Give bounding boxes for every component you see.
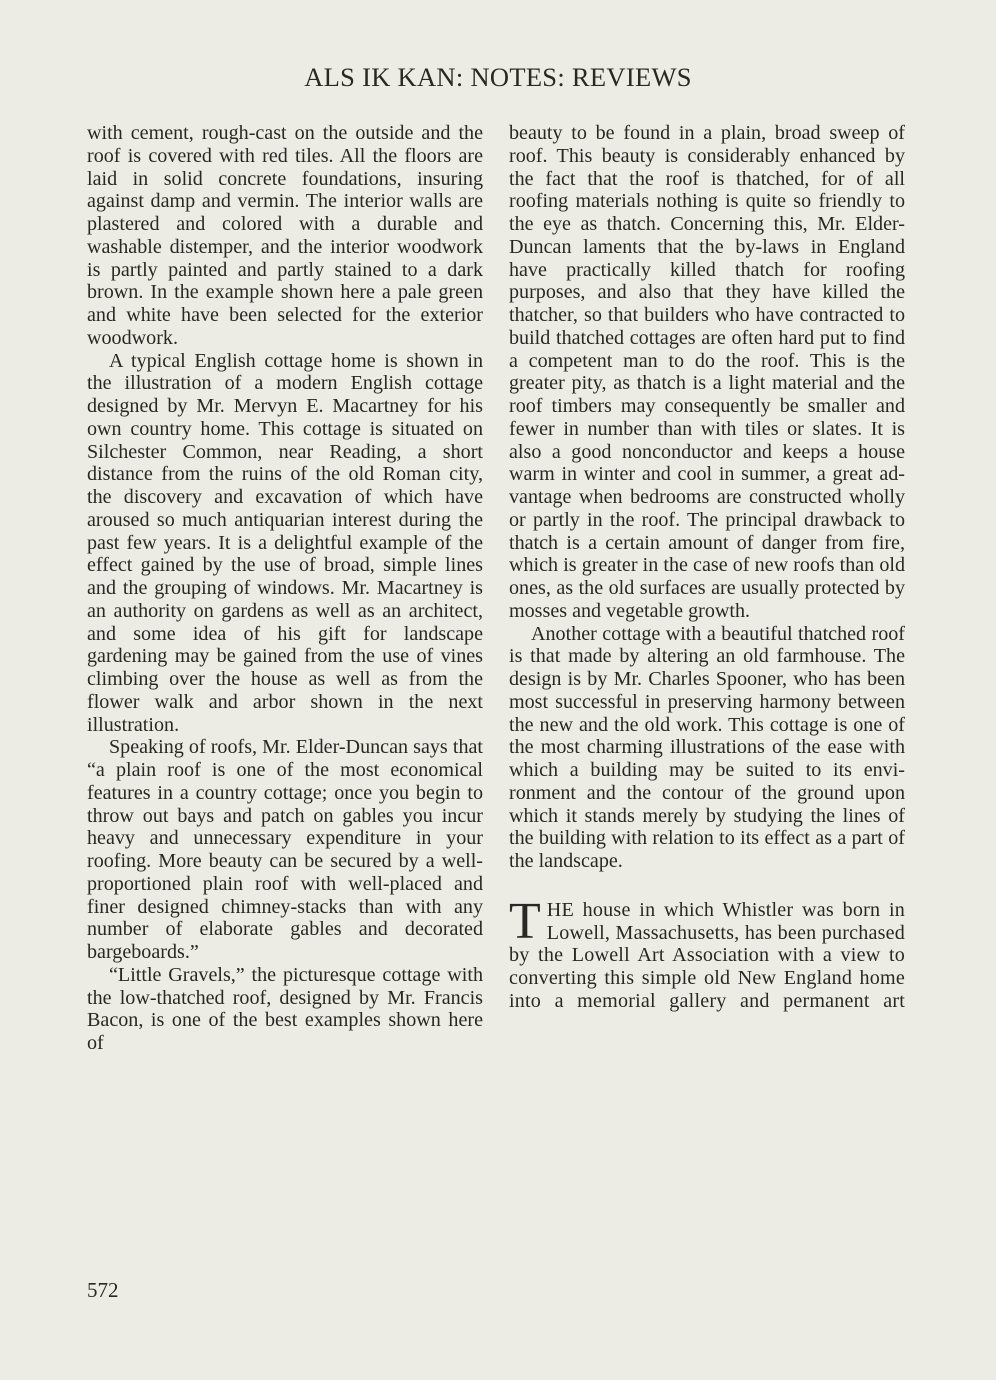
drop-cap-letter: T [509,892,541,950]
right-paragraph-3-text: HE house in which Whistler was born in Lowell, Massachusetts, has been purchased by the Lowell Art Association with a view to converting this simple old New England home into a memorial gallery and permanent art [509,898,905,1012]
page-header: ALS IK KAN: NOTES: REVIEWS [304,62,692,92]
right-paragraph-2: Another cottage with a beautiful thatched roof is that made by altering an old farmhouse. The design is by Mr. Charles Spooner, who has been most successful in preserving harmony between the new and the old work. This cottage is one of the most charming illustrations of the ease with which a building may be suited to its environment and the contour of the ground upon which it stands merely by studying the lines of the building with relation to its effect as a part of the landscape. [509,622,905,872]
section-divider-space [509,873,905,899]
right-paragraph-3 [509,892,905,1013]
right-column [509,122,905,1013]
left-paragraph-3: Speaking of roofs, Mr. Elder-Duncan says that “a plain roof is one of the most economical features in a country cottage; once you begin to throw out bays and patch on gables you incur heavy and unnecessary expenditure in your roofing. More beauty can be secured by a well-proportioned plain roof with well-placed and finer designed chimney-stacks than with any number of elaborate gables and decorated bargeboards.” [87,736,483,963]
left-column [87,122,483,1055]
left-paragraph-1: with cement, rough-cast on the outside and the roof is covered with red tiles. All the floors are laid in solid concrete foundations, insuring against damp and vermin. The interior walls are plastered and colored with a durable and washable distemper, and the interior woodwork is partly painted and partly stained to a dark brown. In the example shown here a pale green and white have been selected for the exterior woodwork. [87,122,483,349]
left-paragraph-2: A typical English cottage home is shown in the illustration of a modern English cottage designed by Mr. Mervyn E. Macartney for his own country home. This cottage is situated on Silchester Common, near Reading, a short distance from the ruins of the old Roman city, the discovery and excavation of which have aroused so much antiquarian interest during the past few years. It is a delightful example of the effect gained by the use of broad, simple lines and the grouping of windows. Mr. Macartney is an authority on gardens as well as an architect, and some idea of his gift for landscape gardening may be gained from the use of vines climbing over the house as well as from the flower walk and arbor shown in the next illustration. [87,349,483,736]
page-number: 572 [87,1278,119,1302]
left-paragraph-4: “Little Gravels,” the picturesque cottage with the low-thatched roof, designed by Mr. Francis Bacon, is one of the best examples shown here of [87,963,483,1054]
right-paragraph-1: beauty to be found in a plain, broad sweep of roof. This beauty is considerably enhanced by the fact that the roof is thatched, for of all roofing materials nothing is quite so friendly to the eye as thatch. Concerning this, Mr. Elder-Duncan laments that the by-laws in England have practically killed thatch for roofing purposes, and also that they have killed the thatcher, so that builders who have contracted to build thatched cottages are often hard put to find a competent man to do the roof. This is the greater pity, as thatch is a light material and the roof timbers may consequently be smaller and fewer in number than with tiles or slates. It is also a good nonconductor and keeps a house warm in winter and cool in summer, a great advantage when bedrooms are constructed wholly or partly in the roof. The principal drawback to thatch is a certain amount of danger from fire, which is greater in the case of new roofs than old ones, as the old surfaces are usually protected by mosses and vegetable growth. [509,122,905,622]
